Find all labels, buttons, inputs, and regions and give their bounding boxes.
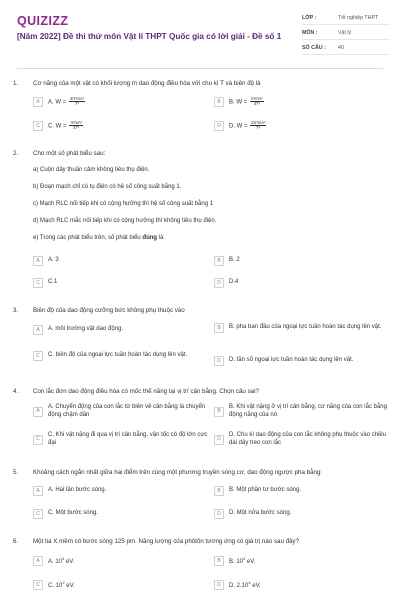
option-text: D. W =: [229, 123, 248, 130]
fraction: [69, 121, 83, 130]
statement-d: d) Mạch RLC mắc nối tiếp khi có cộng hưởng thì không tiêu thụ điện.: [33, 218, 217, 224]
option-text: B. 10: [229, 559, 244, 565]
option-letter: A: [33, 486, 43, 496]
statement-c: c) Mạch RLC nối tiếp khi có cộng hưởng thì hệ số công suất bằng 1: [33, 201, 214, 207]
option-c[interactable]: [33, 580, 208, 591]
option-d[interactable]: [214, 509, 389, 519]
header-divider: [17, 68, 383, 69]
option-a[interactable]: [33, 556, 208, 567]
option-letter: A: [33, 556, 43, 566]
option-d[interactable]: [214, 432, 389, 447]
option-text: A. 3: [48, 257, 59, 264]
option-text: D. 2.10: [229, 583, 249, 589]
option-text: C. W =: [48, 123, 67, 130]
exponent: 4: [248, 580, 251, 585]
unit: eV.: [65, 559, 75, 565]
quizizz-logo: QUIZIZZ: [17, 14, 69, 28]
option-c[interactable]: [33, 351, 208, 361]
option-text: C.1: [48, 279, 58, 286]
exponent: 2: [62, 580, 65, 585]
statement-b: b) Đoạn mạch chỉ có tụ điện có hệ số công suất bằng 1.: [33, 184, 182, 190]
option-letter: C: [33, 351, 43, 361]
option-b[interactable]: [214, 97, 389, 107]
meta-value: Tốt nghiệp THPT: [338, 15, 379, 21]
option-letter: B: [214, 97, 224, 107]
option-b[interactable]: [214, 404, 389, 419]
option-d[interactable]: [214, 278, 389, 288]
meta-row-class: [302, 10, 390, 25]
option-letter: D: [214, 580, 224, 590]
question-number: 3.: [13, 307, 19, 314]
question-text: Cơ năng của một vật có khối lượng m dao động điều hòa với chu kì T và biên độ là: [33, 80, 261, 87]
fraction-numerator: π²mA²: [70, 120, 83, 126]
option-c[interactable]: [33, 278, 208, 288]
fraction-numerator: 4π²mA²: [69, 96, 85, 102]
fraction: [250, 121, 266, 130]
option-c[interactable]: [33, 509, 208, 519]
option-text: A. W =: [48, 99, 67, 106]
fraction-denominator: T²: [256, 125, 261, 131]
option-letter: D: [214, 278, 224, 288]
question-number: 2.: [13, 150, 19, 157]
option-text: B. pha ban đầu của ngoại lực tuần hoàn tác dụng lên vật.: [229, 324, 382, 331]
meta-table: [302, 10, 390, 55]
option-letter: B: [214, 256, 224, 266]
option-text: C. Một bước sóng.: [48, 510, 98, 517]
option-letter: D: [214, 509, 224, 519]
option-letter: A: [33, 325, 43, 335]
option-d[interactable]: [214, 580, 389, 591]
exponent: 3: [243, 556, 246, 561]
option-text: B. Một phần tư bước sóng.: [229, 487, 302, 494]
option-a[interactable]: [33, 97, 208, 107]
option-c[interactable]: [33, 121, 208, 131]
option-letter: C: [33, 435, 43, 445]
option-a[interactable]: [33, 486, 208, 496]
meta-value: 40: [338, 45, 344, 51]
option-b[interactable]: [214, 486, 389, 496]
option-text: C. biên độ của ngoại lực tuần hoàn tác dụng lên vật.: [48, 352, 188, 359]
fraction: [250, 97, 264, 106]
question-number: 1.: [13, 80, 19, 87]
worksheet-header: [0, 0, 400, 72]
option-text: C. 10: [48, 583, 63, 589]
option-text: D. tần số ngoại lực tuần hoàn tác dụng lên vật.: [229, 357, 354, 364]
unit: eV.: [246, 559, 256, 565]
option-text: D.4: [229, 279, 239, 286]
option-letter: C: [33, 509, 43, 519]
meta-value: Vật lý: [338, 30, 352, 36]
option-text: A. 10: [48, 559, 63, 565]
option-text: B. Khi vật nặng ở vị trí cân bằng, cơ năng của con lắc bằng động năng của nó: [229, 404, 387, 418]
option-text: B. W =: [229, 99, 248, 106]
statement-tail: là: [158, 235, 164, 241]
meta-row-count: [302, 40, 390, 55]
option-letter: A: [33, 407, 43, 417]
option-text: C. Khi vật nặng đi qua vị trí cân bằng, vận tốc có độ lớn cực đại: [48, 432, 208, 446]
statement-text: e) Trong các phát biểu trên, số phát biểu: [33, 235, 141, 241]
option-text: D. Chu kì dao động của con lắc không phụ thuộc vào chiều dài dây treo con lắc: [229, 432, 387, 446]
question-text: Cho một số phát biểu sau:: [33, 150, 106, 157]
option-letter: C: [33, 278, 43, 288]
option-letter: D: [214, 435, 224, 445]
fraction: [69, 97, 85, 106]
option-letter: B: [214, 556, 224, 566]
option-b[interactable]: [214, 323, 389, 333]
question-number: 6.: [13, 538, 19, 545]
option-d[interactable]: [214, 356, 389, 366]
statement-e: [33, 235, 163, 241]
option-letter: A: [33, 256, 43, 266]
option-letter: D: [214, 356, 224, 366]
statement-a: a) Cuộn dây thuần cảm không tiêu thụ điện.: [33, 167, 150, 173]
option-letter: B: [214, 486, 224, 496]
fraction-denominator: 4T²: [253, 101, 260, 107]
question-number: 4.: [13, 388, 19, 395]
option-b[interactable]: [214, 556, 389, 567]
option-a[interactable]: [33, 256, 208, 266]
option-a[interactable]: [33, 404, 208, 419]
meta-key: SỐ CÂU :: [302, 45, 326, 51]
option-d[interactable]: [214, 121, 389, 131]
exponent: 4: [62, 556, 65, 561]
question-text: Biên độ của dao động cưỡng bức không phụ thuộc vào: [33, 307, 185, 314]
question-text: Một tia X mềm có bước sóng 125 pm. Năng lượng của phôtôn tương ứng có giá trị nào sau đây?: [33, 538, 300, 545]
option-letter: B: [214, 407, 224, 417]
unit: eV.: [252, 583, 261, 589]
option-letter: C: [33, 121, 43, 131]
option-a[interactable]: [33, 325, 208, 335]
option-text: D. Một nửa bước sóng.: [229, 510, 292, 517]
question-text: Khoảng cách ngắn nhất giữa hai điểm trên cùng một phương truyền sóng cơ, dao động ngược pha bằng:: [33, 469, 323, 476]
fraction-denominator: T²: [75, 101, 79, 107]
fraction-numerator: 2π²mA²: [251, 120, 266, 126]
option-c[interactable]: [33, 432, 208, 447]
option-text: A. Hai lần bước sóng.: [48, 487, 107, 494]
option-text: B. 2: [229, 257, 240, 264]
option-letter: D: [214, 121, 224, 131]
option-letter: B: [214, 323, 224, 333]
statement-emphasis: đúng: [142, 235, 158, 241]
option-text: A. Chuyển động của con lắc từ biên về cân bằng là chuyển động chậm dần: [48, 404, 206, 418]
fraction-denominator: 4T²: [73, 125, 80, 131]
question-text: Con lắc đơn dao động điều hòa có mốc thế năng tại vị trí cân bằng. Chọn câu sai?: [33, 388, 259, 395]
meta-key: LỚP :: [302, 15, 317, 21]
meta-row-subject: [302, 25, 390, 40]
option-text: A. môi trường vật dao động.: [48, 326, 123, 333]
fraction-numerator: π²mA²: [250, 96, 263, 102]
option-b[interactable]: [214, 256, 389, 266]
option-letter: A: [33, 97, 43, 107]
option-letter: C: [33, 580, 43, 590]
worksheet-title: [Năm 2022] Đề thi thử môn Vật lí THPT Quốc gia có lời giải - Đề số 1: [17, 32, 282, 41]
meta-key: MÔN :: [302, 30, 318, 36]
question-number: 5.: [13, 469, 19, 476]
unit: eV.: [66, 583, 75, 589]
